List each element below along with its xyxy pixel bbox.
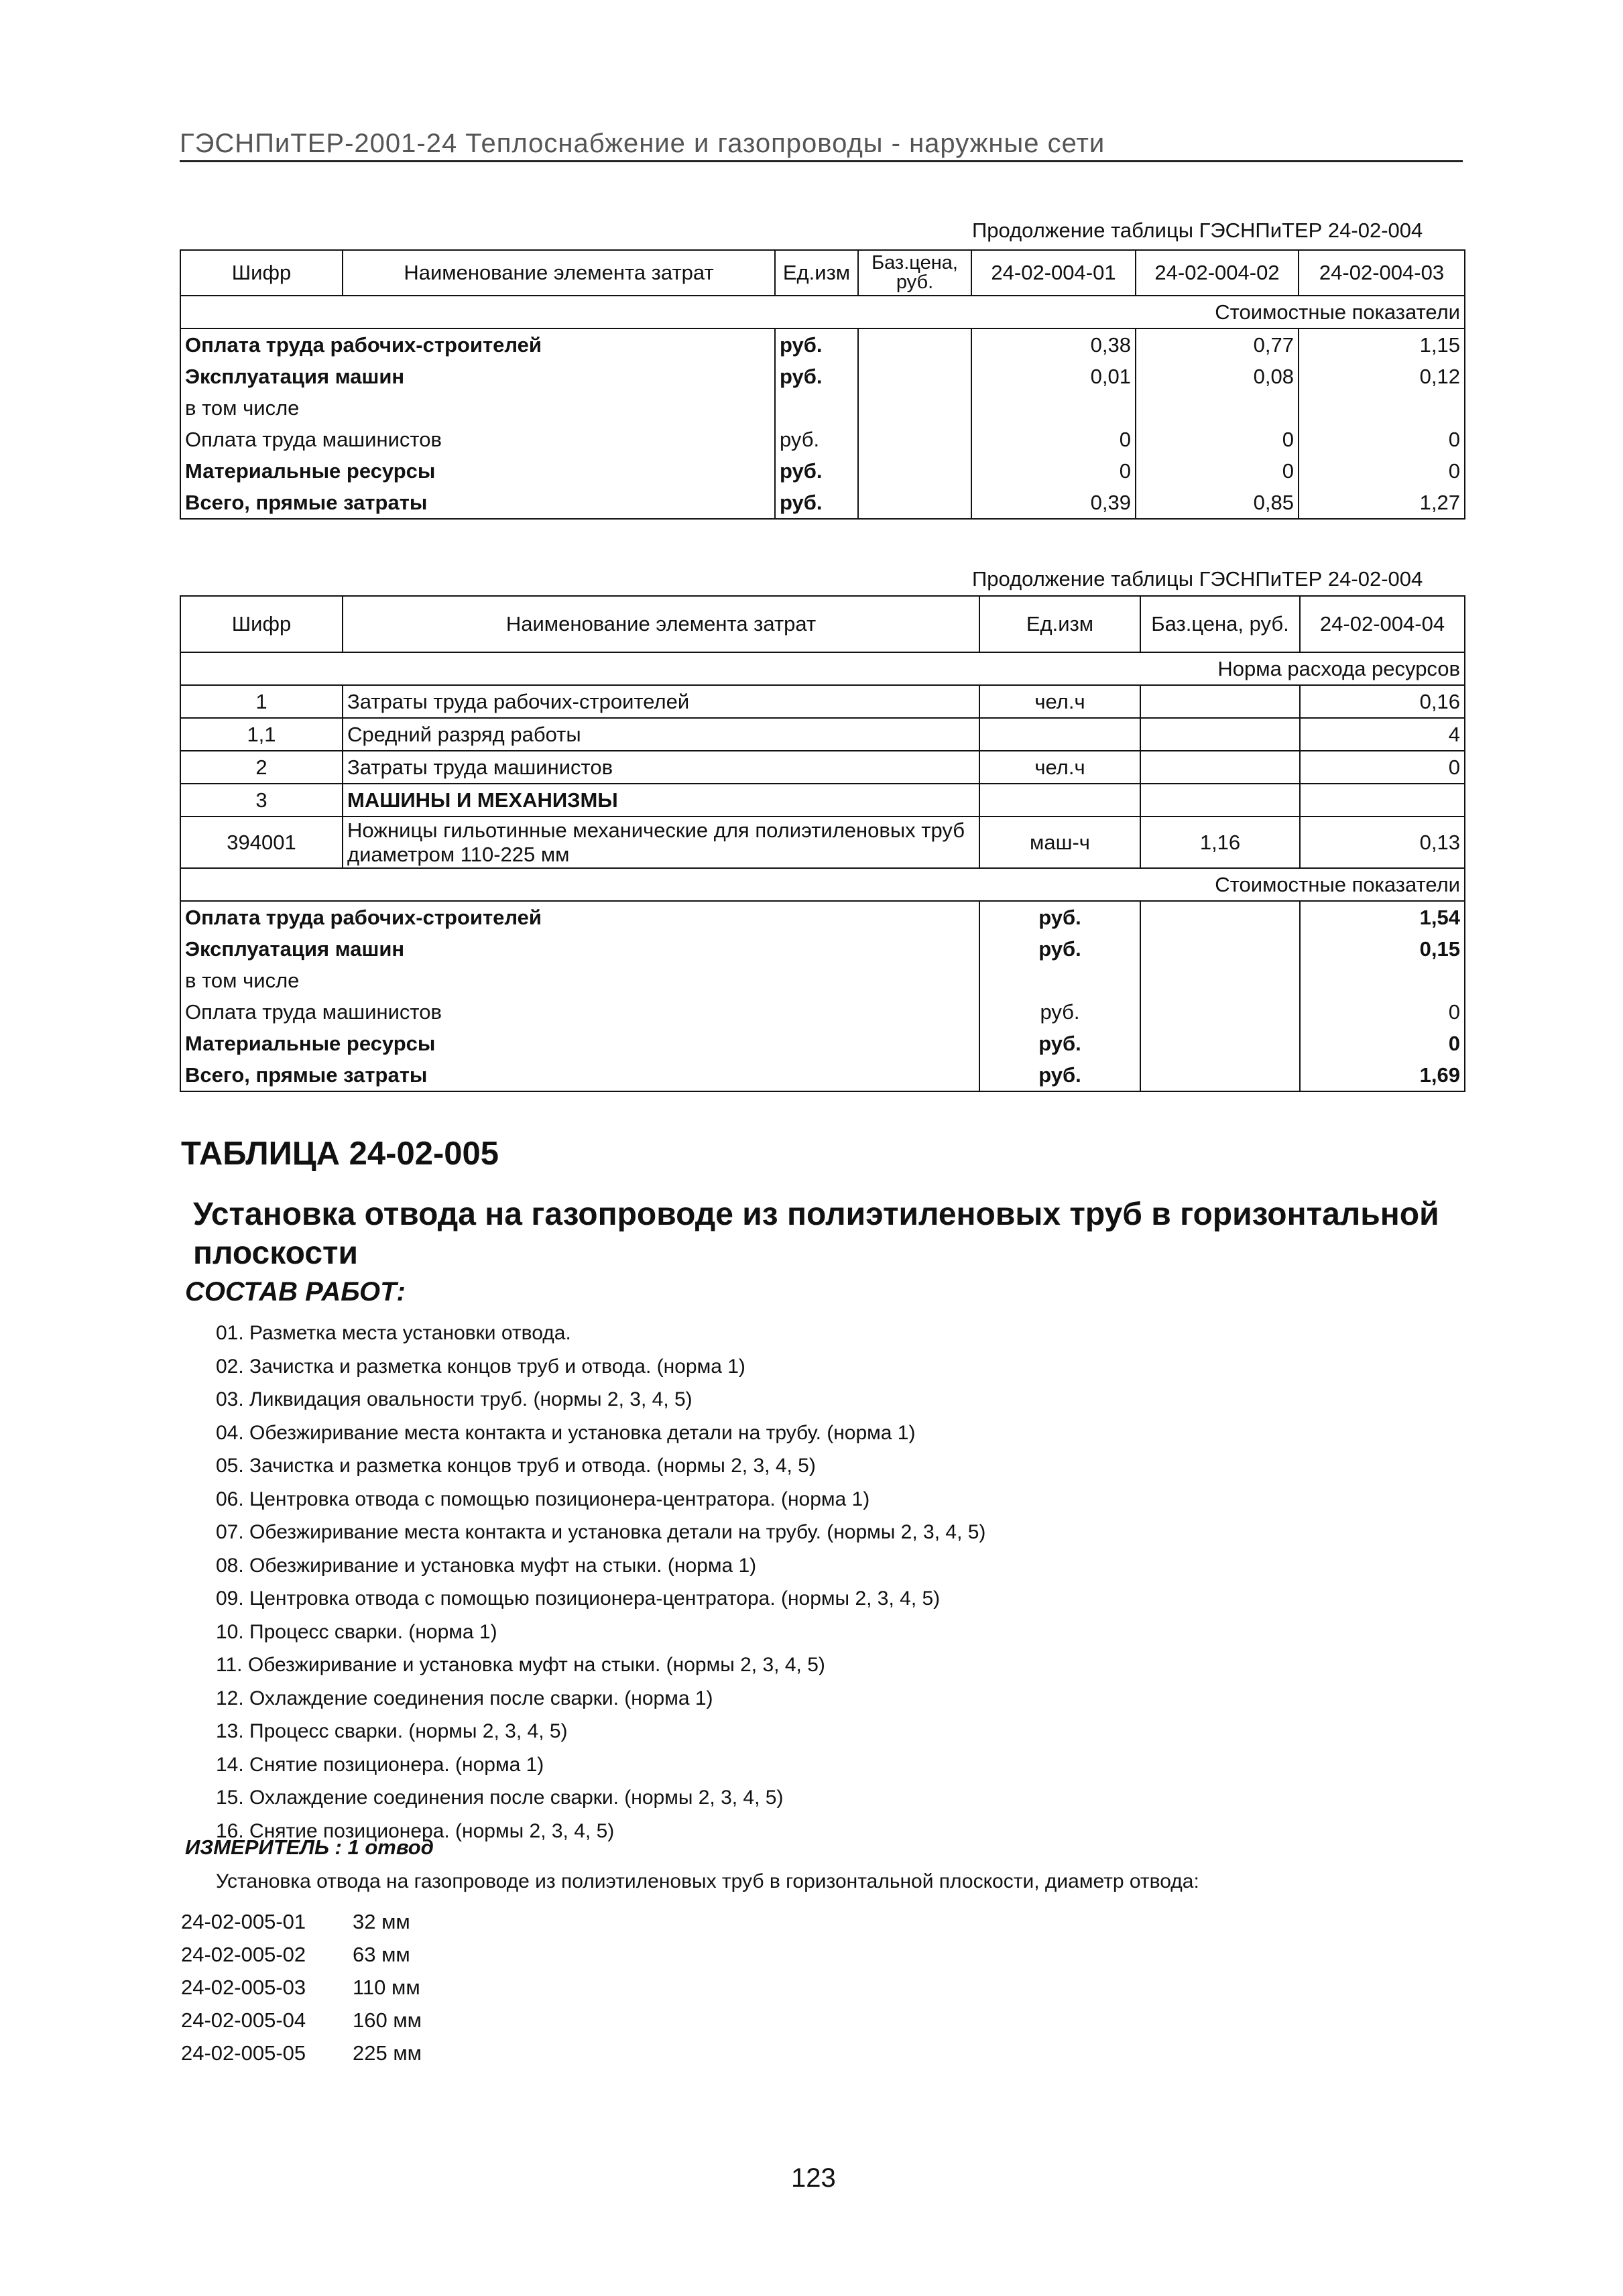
table-cell: 1 <box>180 685 343 718</box>
table-cell: Оплата труда машинистов <box>180 996 979 1028</box>
table-cell: 0,39 <box>971 487 1136 519</box>
work-step: 13. Процесс сварки. (нормы 2, 3, 4, 5) <box>216 1720 568 1742</box>
table-cell: 0,16 <box>1300 685 1465 718</box>
code-row <box>181 1971 422 2004</box>
table-cell <box>979 784 1140 817</box>
norm-code: 24-02-005-04 <box>181 2008 306 2032</box>
section-label: Стоимостные показатели <box>180 868 1465 901</box>
table-cell: 0 <box>1136 455 1299 487</box>
table-cell: Всего, прямые затраты <box>180 1059 979 1091</box>
section-heading: Установка отвода на газопроводе из полиэтиленовых труб в горизонтальной плоскости <box>193 1197 1439 1271</box>
work-step: 06. Центровка отвода с помощью позиционера-центратора. (норма 1) <box>216 1488 870 1510</box>
table-row <box>180 817 1465 868</box>
work-step: 08. Обезжиривание и установка муфт на стыки. (норма 1) <box>216 1554 757 1577</box>
table-cell: чел.ч <box>979 685 1140 718</box>
table-cell: 0 <box>1300 1028 1465 1059</box>
table-row <box>180 487 1465 519</box>
table-cell: 394001 <box>180 817 343 868</box>
table-cell <box>979 718 1140 751</box>
col-header: 24-02-004-03 <box>1299 250 1465 296</box>
table-cell: в том числе <box>180 965 979 996</box>
table-row <box>180 328 1465 361</box>
table-cell: 0 <box>1299 455 1465 487</box>
work-step: 11. Обезжиривание и установка муфт на стыки. (нормы 2, 3, 4, 5) <box>216 1654 825 1676</box>
table-cell: в том числе <box>180 392 775 424</box>
table-cell: 0,77 <box>1136 328 1299 361</box>
table-row <box>180 965 1465 996</box>
table-cell: Оплата труда рабочих-строителей <box>180 901 979 933</box>
col-header: Шифр <box>180 250 343 296</box>
pipe-diameter: 63 мм <box>353 1942 410 1966</box>
work-step: 05. Зачистка и разметка концов труб и отвода. (нормы 2, 3, 4, 5) <box>216 1455 816 1477</box>
table-cell <box>1140 1059 1300 1091</box>
table-cell: Эксплуатация машин <box>180 361 775 392</box>
table-cell: 0 <box>1300 751 1465 784</box>
table-cell <box>1136 392 1299 424</box>
table1-header-row <box>180 250 1465 296</box>
table-cell: чел.ч <box>979 751 1140 784</box>
table-row <box>180 751 1465 784</box>
table-cell: 0 <box>971 424 1136 455</box>
table-cell: 0,85 <box>1136 487 1299 519</box>
table-cell <box>775 392 858 424</box>
table2-header-row <box>180 596 1465 652</box>
table-cell <box>1140 996 1300 1028</box>
work-step: 02. Зачистка и разметка концов труб и отвода. (норма 1) <box>216 1355 745 1378</box>
table-cell: Всего, прямые затраты <box>180 487 775 519</box>
col-header: 24-02-004-01 <box>971 250 1136 296</box>
col-header: 24-02-004-02 <box>1136 250 1299 296</box>
table-cell <box>1140 901 1300 933</box>
col-header: Шифр <box>180 596 343 652</box>
table-row <box>180 1028 1465 1059</box>
table-cell: руб. <box>775 455 858 487</box>
col-header: Ед.изм <box>775 250 858 296</box>
code-row <box>181 2037 422 2069</box>
work-step: 10. Процесс сварки. (норма 1) <box>216 1620 497 1643</box>
table1-continuation: Продолжение таблицы ГЭСНПиТЕР 24-02-004 <box>972 219 1423 242</box>
work-step: 09. Центровка отвода с помощью позиционера-центратора. (нормы 2, 3, 4, 5) <box>216 1587 941 1610</box>
code-row <box>181 1905 422 1938</box>
table-cell: Эксплуатация машин <box>180 933 979 965</box>
table-cell: руб. <box>775 424 858 455</box>
pipe-diameter: 110 мм <box>353 1975 420 1999</box>
norm-code: 24-02-005-03 <box>181 1975 306 1999</box>
table-row <box>180 424 1465 455</box>
code-row <box>181 1938 422 1971</box>
table-cell <box>1140 685 1300 718</box>
norm-code: 24-02-005-01 <box>181 1909 306 1933</box>
running-header: ГЭСНПиТЕР-2001-24 Теплоснабжение и газопроводы - наружные сети <box>180 129 1463 162</box>
pipe-diameter: 225 мм <box>353 2041 422 2065</box>
work-step: 16. Снятие позиционера. (нормы 2, 3, 4, 5) <box>216 1819 615 1842</box>
table-cell: 0,15 <box>1300 933 1465 965</box>
table-cell <box>858 361 971 392</box>
code-list <box>181 1905 422 2069</box>
table-cell: 1,15 <box>1299 328 1465 361</box>
table-cell: МАШИНЫ И МЕХАНИЗМЫ <box>343 784 979 817</box>
table-cell: 0 <box>1300 996 1465 1028</box>
table-cell: 0,08 <box>1136 361 1299 392</box>
work-steps-list <box>216 1317 985 1848</box>
table-cell <box>971 392 1136 424</box>
table-cell: 0,13 <box>1300 817 1465 868</box>
table-row <box>180 784 1465 817</box>
table-cell: Материальные ресурсы <box>180 455 775 487</box>
table-cell: руб. <box>979 1059 1140 1091</box>
work-step: 14. Снятие позиционера. (норма 1) <box>216 1753 544 1776</box>
table-cell: Затраты труда машинистов <box>343 751 979 784</box>
section-label: Норма расхода ресурсов <box>180 652 1465 685</box>
table-cell: 1,16 <box>1140 817 1300 868</box>
table-cell: руб. <box>979 996 1140 1028</box>
table-cell <box>858 424 971 455</box>
table-row <box>180 392 1465 424</box>
table-cell: 0 <box>971 455 1136 487</box>
table-cell: 1,54 <box>1300 901 1465 933</box>
code-row <box>181 2004 422 2037</box>
table-row <box>180 933 1465 965</box>
pipe-diameter: 32 мм <box>353 1909 410 1933</box>
table-row <box>180 718 1465 751</box>
table1 <box>180 249 1465 520</box>
table-cell: руб. <box>979 901 1140 933</box>
table-cell <box>1140 965 1300 996</box>
table-cell <box>1140 1028 1300 1059</box>
table-cell <box>1140 751 1300 784</box>
table-cell: 1,27 <box>1299 487 1465 519</box>
table-cell: 2 <box>180 751 343 784</box>
table-cell: Затраты труда рабочих-строителей <box>343 685 979 718</box>
table-row <box>180 1059 1465 1091</box>
col-header: Наименование элемента затрат <box>343 250 775 296</box>
table-cell <box>858 392 971 424</box>
table-cell <box>1300 784 1465 817</box>
measure-description: Установка отвода на газопроводе из полиэтиленовых труб в горизонтальной плоскости, диаметр отвода: <box>216 1870 1199 1892</box>
table-cell: 0 <box>1299 424 1465 455</box>
table-cell: 0 <box>1136 424 1299 455</box>
work-step: 03. Ликвидация овальности труб. (нормы 2, 3, 4, 5) <box>216 1388 693 1410</box>
measure-label: ИЗМЕРИТЕЛЬ : 1 отвод <box>185 1835 434 1859</box>
table-cell: 0,38 <box>971 328 1136 361</box>
work-step: 07. Обезжиривание места контакта и установка детали на трубу. (нормы 2, 3, 4, 5) <box>216 1521 986 1543</box>
table-cell <box>1140 784 1300 817</box>
table-cell: руб. <box>775 487 858 519</box>
table-row <box>180 455 1465 487</box>
table-cell: Средний разряд работы <box>343 718 979 751</box>
table-cell <box>1299 392 1465 424</box>
table-cell: 4 <box>1300 718 1465 751</box>
table-row <box>180 996 1465 1028</box>
col-header: Наименование элемента затрат <box>343 596 979 652</box>
table-row <box>180 685 1465 718</box>
table-title: ТАБЛИЦА 24-02-005 <box>181 1136 499 1172</box>
table-cell: маш-ч <box>979 817 1140 868</box>
table2-continuation: Продолжение таблицы ГЭСНПиТЕР 24-02-004 <box>972 567 1423 591</box>
composition-label: СОСТАВ РАБОТ: <box>185 1277 406 1307</box>
col-header: 24-02-004-04 <box>1300 596 1465 652</box>
table-cell <box>858 487 971 519</box>
table-row <box>180 901 1465 933</box>
section-label: Стоимостные показатели <box>180 296 1465 328</box>
work-step: 01. Разметка места установки отвода. <box>216 1322 571 1344</box>
table-cell: руб. <box>979 1028 1140 1059</box>
col-header: Баз.цена, руб. <box>858 250 971 296</box>
col-header: Ед.изм <box>979 596 1140 652</box>
table-cell <box>1140 718 1300 751</box>
table-cell: руб. <box>775 328 858 361</box>
pipe-diameter: 160 мм <box>353 2008 422 2032</box>
table-cell <box>979 965 1140 996</box>
table-cell: 0,01 <box>971 361 1136 392</box>
table-cell: 1,69 <box>1300 1059 1465 1091</box>
table-cell: руб. <box>775 361 858 392</box>
table-cell: руб. <box>979 933 1140 965</box>
table-cell: Оплата труда машинистов <box>180 424 775 455</box>
table-cell: 1,1 <box>180 718 343 751</box>
table-cell: 3 <box>180 784 343 817</box>
table-cell <box>1300 965 1465 996</box>
work-step: 04. Обезжиривание места контакта и установка детали на трубу. (норма 1) <box>216 1421 916 1444</box>
table-row <box>180 361 1465 392</box>
table-cell: Ножницы гильотинные механические для полиэтиленовых труб диаметром 110-225 мм <box>343 817 979 868</box>
table-cell: Материальные ресурсы <box>180 1028 979 1059</box>
table-cell <box>858 328 971 361</box>
page-number: 123 <box>791 2163 836 2193</box>
norm-code: 24-02-005-02 <box>181 1942 306 1966</box>
table-cell: 0,12 <box>1299 361 1465 392</box>
work-step: 15. Охлаждение соединения после сварки. (нормы 2, 3, 4, 5) <box>216 1787 784 1809</box>
table-cell: Оплата труда рабочих-строителей <box>180 328 775 361</box>
norm-code: 24-02-005-05 <box>181 2041 306 2065</box>
work-step: 12. Охлаждение соединения после сварки. (норма 1) <box>216 1687 713 1709</box>
col-header: Баз.цена, руб. <box>1140 596 1300 652</box>
table-cell <box>858 455 971 487</box>
table2 <box>180 595 1465 1092</box>
table-cell <box>1140 933 1300 965</box>
